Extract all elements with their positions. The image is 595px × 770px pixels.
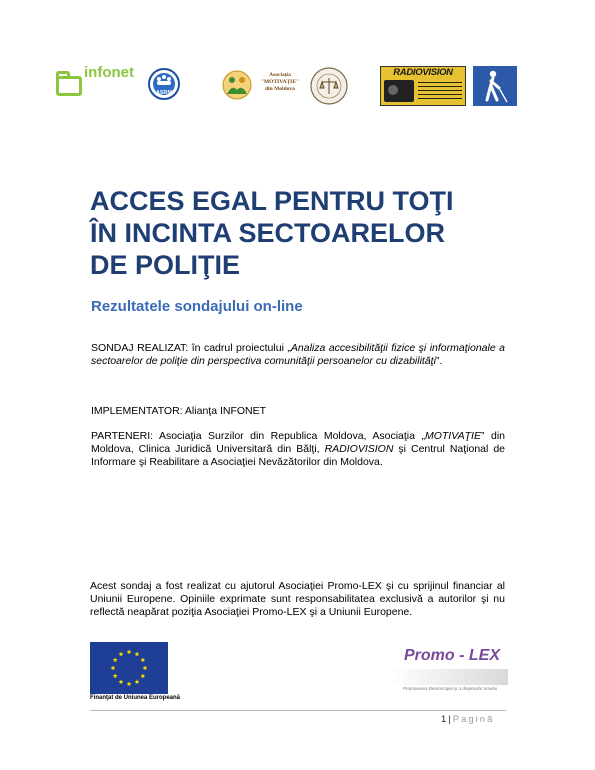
radio-device-icon: [384, 80, 414, 102]
title-line-2: ÎN INCINTA SECTOARELOR: [90, 218, 446, 248]
clinica-juridica-seal: [309, 67, 349, 105]
motivatie-line-2: "MOTIVAŢIE": [260, 79, 300, 85]
footer-divider: [90, 710, 506, 711]
page-word: Pagină: [452, 714, 495, 725]
infonet-logo: [56, 64, 140, 100]
title-line-1: ACCES EGAL PENTRU TOŢI: [90, 186, 454, 216]
sondaj-paragraph: [91, 342, 505, 368]
eu-funding-caption: Finanţat de Uniunea Europeană: [90, 695, 181, 701]
motivatie-logo: [222, 68, 302, 102]
radiovision-logo: [380, 66, 466, 106]
parteneri-part-3: şi Centrul Naţional de Informare şi Reabilitare a Asociaţiei Nevăzătorilor din Moldova.: [91, 443, 506, 468]
folder-icon: [56, 76, 82, 96]
document-title: [90, 185, 550, 281]
promo-lex-tagline: Promovarea Democraţiei şi a drepturilor omului: [402, 686, 498, 691]
sondaj-end: ”.: [435, 355, 443, 367]
page-number-value: 1: [441, 714, 447, 725]
sondaj-label: SONDAJ REALIZAT: în cadrul proiectului „: [91, 342, 291, 354]
blind-person-icon: [473, 66, 517, 106]
parteneri-part-1: PARTENERI: Asociaţia Surzilor din Republica Moldova, Asociaţia „: [91, 430, 425, 442]
parteneri-radiovision: RADIOVISION: [324, 443, 394, 455]
infonet-logo-text: infonet: [84, 64, 134, 81]
parteneri-paragraph: [91, 430, 505, 469]
asrm-logo: [148, 68, 180, 102]
title-line-3: DE POLIŢIE: [90, 250, 241, 280]
project-name: Analiza accesibilităţii fizice şi informaţionale a sectoarelor de poliţie din perspectiva comunităţii persoanelor cu dizabilităţi: [91, 342, 505, 367]
parteneri-part-2: ” din Moldova, Clinica Juridică Universitară din Bălţi,: [91, 430, 505, 455]
promo-lex-name: Promo - LEX: [403, 647, 500, 664]
asrm-logo-text: ASRM: [155, 90, 173, 96]
people-icon: [222, 70, 252, 100]
parteneri-motivatie: MOTIVAŢIE: [424, 430, 481, 442]
page-number: [441, 714, 494, 725]
implementator-paragraph: IMPLEMENTATOR: Alianţa INFONET: [91, 405, 267, 417]
funding-disclaimer: Acest sondaj a fost realizat cu ajutorul Asociaţiei Promo-LEX şi cu sprijinul financiar al Uniunii Europene. Opiniile exprimate sunt responsabilitatea exclusivă a autorilor şi nu reflectă neapărat poziţia Asociaţiei Promo-LEX şi a Uniunii Europene.: [90, 580, 505, 618]
promo-lex-logo: [390, 645, 508, 695]
eu-flag-icon: [90, 642, 168, 694]
motivatie-line-3: din Moldova: [265, 86, 295, 92]
page-separator: |: [448, 714, 451, 725]
radiovision-logo-text: RADIOVISION: [393, 67, 453, 78]
motivatie-line-1: Asociaţia: [269, 72, 291, 78]
document-subtitle: Rezultatele sondajului on-line: [91, 298, 303, 315]
